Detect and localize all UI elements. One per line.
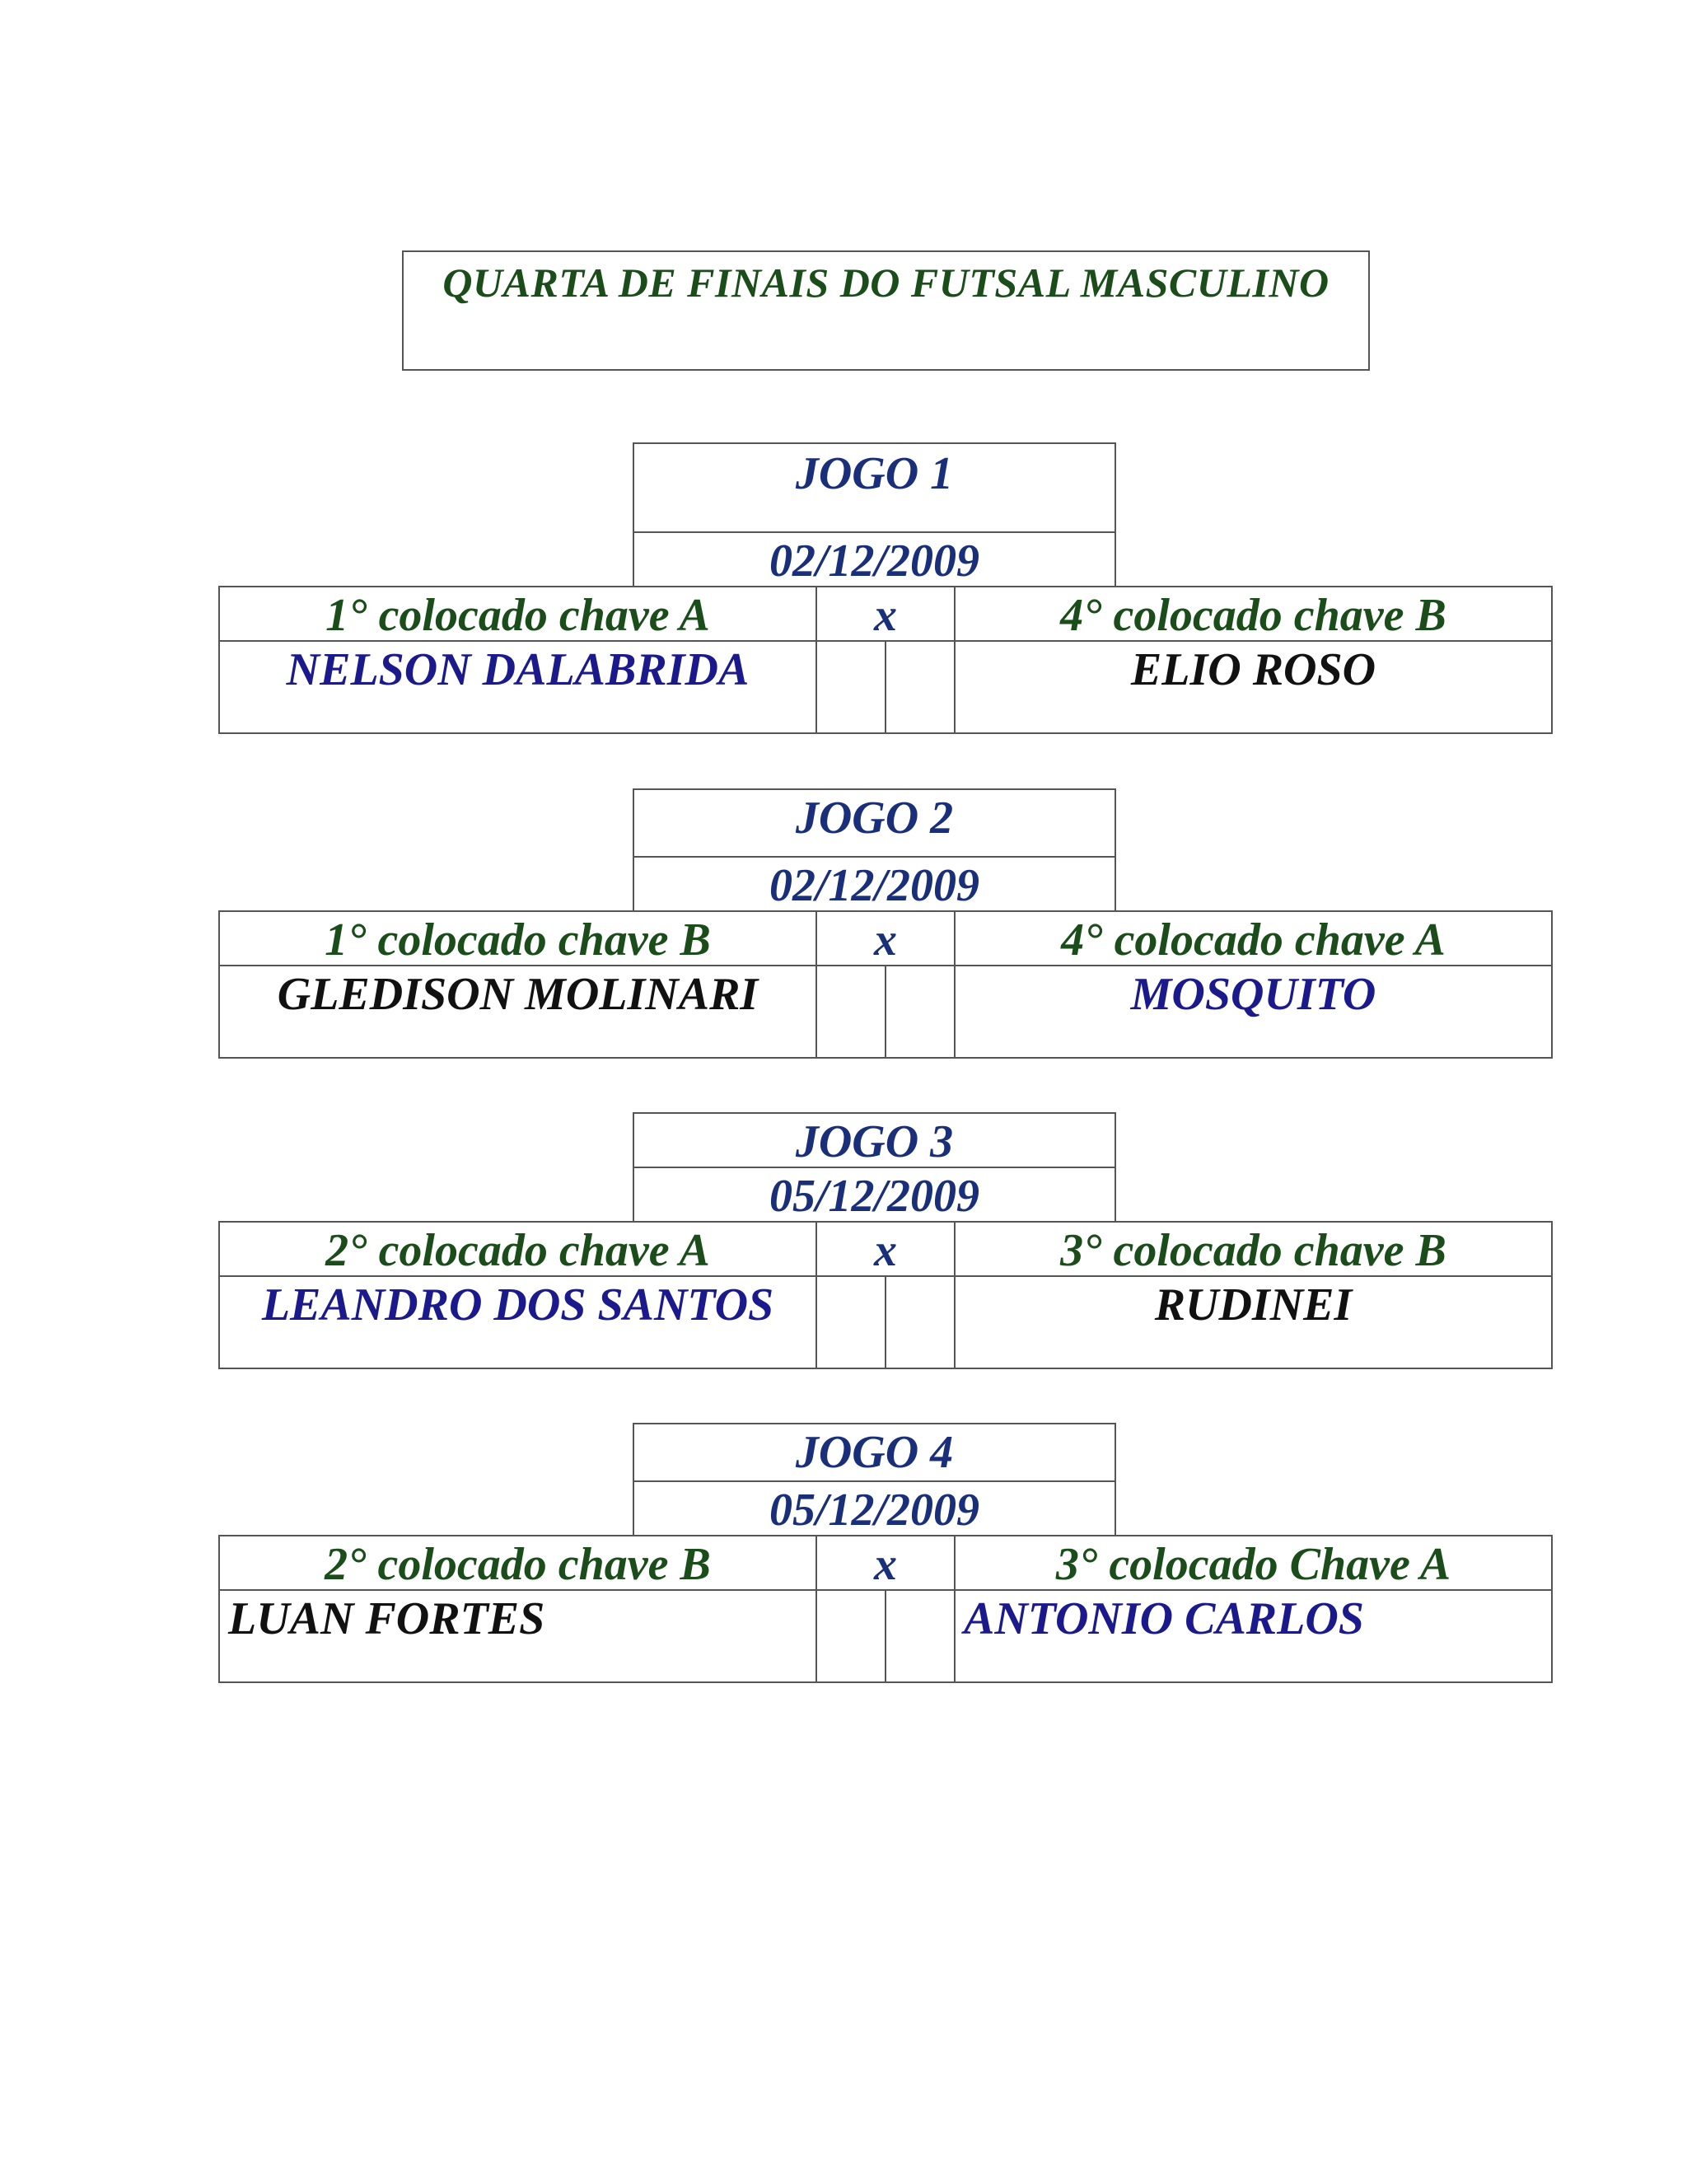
game-4-date: 05/12/2009 bbox=[633, 1480, 1116, 1536]
game-1-label: JOGO 1 bbox=[633, 442, 1116, 533]
game-1-date: 02/12/2009 bbox=[633, 531, 1116, 587]
game-4-versus: x bbox=[815, 1535, 956, 1591]
game-4-right-team: ANTONIO CARLOS bbox=[954, 1589, 1553, 1683]
game-3-right-team: RUDINEI bbox=[954, 1275, 1553, 1369]
game-1-right-slot: 4° colocado chave B bbox=[954, 586, 1553, 642]
title-box bbox=[402, 250, 1370, 371]
game-2-score-divider bbox=[885, 965, 886, 1059]
game-1-score-divider bbox=[885, 640, 886, 734]
game-3-score-divider bbox=[885, 1275, 886, 1369]
game-1-left-team: NELSON DALABRIDA bbox=[218, 640, 817, 734]
game-4-score-divider bbox=[885, 1589, 886, 1683]
game-3-right-slot: 3° colocado chave B bbox=[954, 1221, 1553, 1277]
game-2-date: 02/12/2009 bbox=[633, 856, 1116, 912]
game-2-right-slot: 4° colocado chave A bbox=[954, 910, 1553, 966]
game-3-versus: x bbox=[815, 1221, 956, 1277]
game-4-right-slot: 3° colocado Chave A bbox=[954, 1535, 1553, 1591]
game-3-left-slot: 2° colocado chave A bbox=[218, 1221, 817, 1277]
game-2-label: JOGO 2 bbox=[633, 788, 1116, 858]
game-2-left-slot: 1° colocado chave B bbox=[218, 910, 817, 966]
game-3-date: 05/12/2009 bbox=[633, 1167, 1116, 1223]
game-1-left-slot: 1° colocado chave A bbox=[218, 586, 817, 642]
game-3-left-team: LEANDRO DOS SANTOS bbox=[218, 1275, 817, 1369]
game-2-versus: x bbox=[815, 910, 956, 966]
game-4-label: JOGO 4 bbox=[633, 1423, 1116, 1482]
game-4-left-slot: 2° colocado chave B bbox=[218, 1535, 817, 1591]
game-1-right-team: ELIO ROSO bbox=[954, 640, 1553, 734]
page-title: QUARTA DE FINAIS DO FUTSAL MASCULINO bbox=[442, 260, 1330, 306]
game-2-right-team: MOSQUITO bbox=[954, 965, 1553, 1059]
game-3-label: JOGO 3 bbox=[633, 1112, 1116, 1168]
game-4-left-team: LUAN FORTES bbox=[218, 1589, 817, 1683]
game-2-left-team: GLEDISON MOLINARI bbox=[218, 965, 817, 1059]
game-1-versus: x bbox=[815, 586, 956, 642]
